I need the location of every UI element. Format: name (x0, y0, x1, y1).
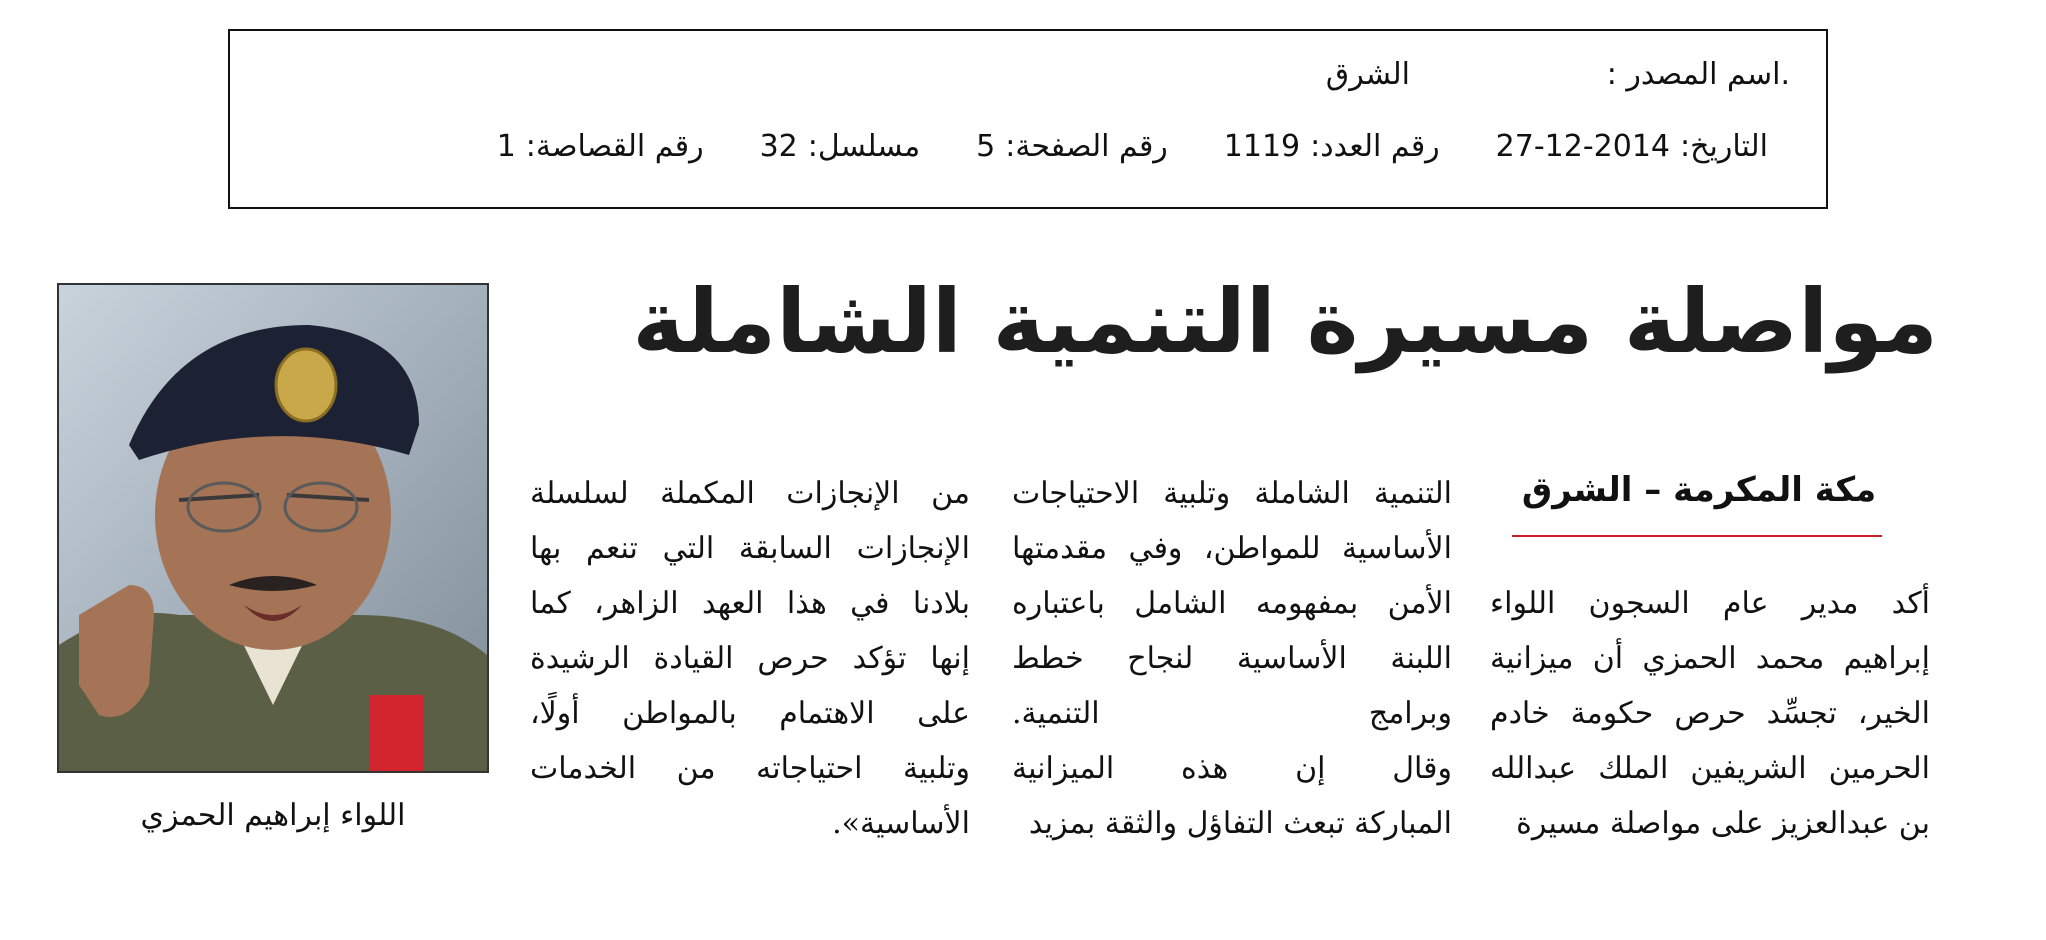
article-line: بلادنا في هذا العهد الزاهر، كما (530, 586, 970, 621)
portrait-illustration (59, 285, 487, 771)
serial-label: مسلسل: (807, 129, 921, 164)
article-line: الأساسية». (832, 806, 970, 841)
meta-details-row (497, 129, 1768, 164)
article-column-2 (1012, 466, 1452, 851)
clip-value: 1 (496, 129, 516, 164)
issue-label: رقم العدد: (1310, 129, 1440, 164)
page-field (976, 129, 1168, 164)
article-line: على الاهتمام بالمواطن أولًا، (530, 696, 970, 731)
page-label: رقم الصفحة: (1005, 129, 1168, 164)
article-line: من الإنجازات المكملة لسلسلة (530, 476, 970, 511)
article-line: اللبنة الأساسية لنجاح خطط (1012, 641, 1452, 676)
article-line: وبرامج التنمية. (1012, 696, 1452, 731)
date-field (1496, 129, 1768, 164)
article-line: المباركة تبعث التفاؤل والثقة بمزيد (1028, 806, 1452, 841)
article-line: بن عبدالعزيز على مواصلة مسيرة (1516, 806, 1930, 841)
article-line: أكد مدير عام السجون اللواء (1490, 586, 1930, 621)
clip-field (497, 129, 704, 164)
date-value: 27-12-2014 (1495, 129, 1671, 164)
collar-tab (369, 695, 424, 771)
article-dateline: مكة المكرمة – الشرق (1521, 470, 1877, 510)
beret-badge (276, 349, 336, 421)
article-line: إنها تؤكد حرص القيادة الرشيدة (530, 641, 970, 676)
page-value: 5 (976, 129, 996, 164)
article-line: إبراهيم محمد الحمزي أن ميزانية (1490, 641, 1930, 676)
article-column-3 (530, 466, 970, 851)
article-line: التنمية الشاملة وتلبية الاحتياجات (1012, 476, 1452, 511)
source-label: .اسم المصدر : (1606, 57, 1790, 92)
article-line: الحرمين الشريفين الملك عبدالله (1490, 751, 1930, 786)
article-line: الأمن بمفهومه الشامل باعتباره (1012, 586, 1452, 621)
source-info-box (228, 29, 1828, 209)
issue-value: 1119 (1223, 129, 1301, 164)
clip-label: رقم القصاصة: (525, 129, 704, 164)
dateline-divider (1512, 535, 1882, 537)
article-headline: مواصلة مسيرة التنمية الشاملة (632, 270, 1938, 373)
article-column-1 (1490, 576, 1930, 851)
source-value: الشرق (1325, 57, 1410, 92)
serial-value: 32 (759, 129, 798, 164)
issue-field (1224, 129, 1440, 164)
date-label: التاريخ: (1680, 129, 1768, 164)
portrait-photo (57, 283, 489, 773)
article-line: الخير، تجسِّد حرص حكومة خادم (1490, 696, 1930, 731)
article-line: وتلبية احتياجاته من الخدمات (530, 751, 970, 786)
serial-field (760, 129, 921, 164)
article-line: وقال إن هذه الميزانية (1012, 751, 1452, 786)
article-line: الأساسية للمواطن، وفي مقدمتها (1012, 531, 1452, 566)
photo-caption: اللواء إبراهيم الحمزي (140, 798, 406, 833)
article-line: الإنجازات السابقة التي تنعم بها (530, 531, 970, 566)
